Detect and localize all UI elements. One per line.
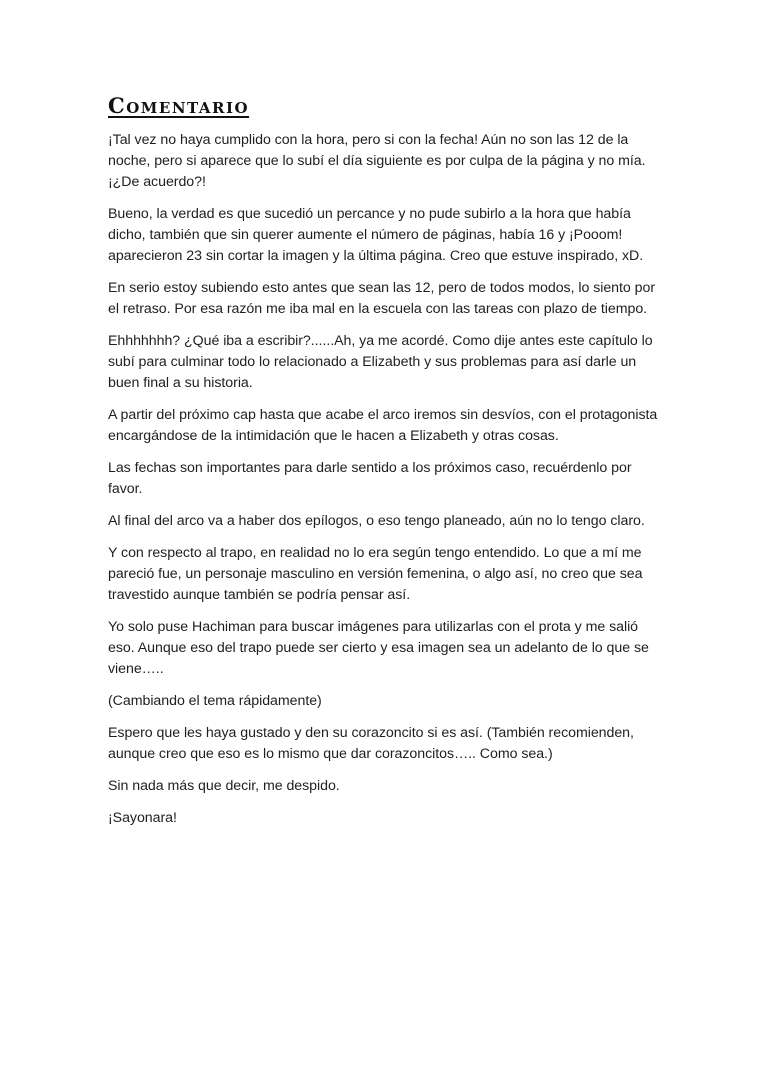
paragraph-13: ¡Sayonara! xyxy=(108,810,177,826)
page-title: Comentario xyxy=(108,93,250,118)
paragraph-3: En serio estoy subiendo esto antes que sean las 12, pero de todos modos, lo siento por el retraso. Por esa razón me iba mal en la escuela con las tareas con plazo de tiempo. xyxy=(108,280,656,317)
paragraph-11: Espero que les haya gustado y den su corazoncito si es así. (También recomienden, aunque creo que eso es lo mismo que dar corazoncitos….. Como sea.) xyxy=(108,725,634,762)
paragraph-12: Sin nada más que decir, me despido. xyxy=(108,778,340,794)
paragraph-2: Bueno, la verdad es que sucedió un percance y no pude subirlo a la hora que había dicho, también que sin querer aumente el número de páginas, había 16 y ¡Pooom! aparecieron 23 sin cortar la imagen y la última página. Creo que estuve inspirado, xD. xyxy=(108,206,644,264)
document-body xyxy=(108,92,660,840)
paragraph-7: Al final del arco va a haber dos epílogos, o eso tengo planeado, aún no lo tengo claro. xyxy=(108,513,645,529)
paragraph-5: A partir del próximo cap hasta que acabe el arco iremos sin desvíos, con el protagonista encargándose de la intimidación que le hacen a Elizabeth y otras cosas. xyxy=(108,407,658,444)
paragraph-9: Yo solo puse Hachiman para buscar imágenes para utilizarlas con el prota y me salió eso. Aunque eso del trapo puede ser cierto y esa imagen sea un adelanto de lo que se viene….. xyxy=(108,619,649,677)
paragraph-4: Ehhhhhhh? ¿Qué iba a escribir?......Ah, ya me acordé. Como dije antes este capítulo lo subí para culminar todo lo relacionado a Elizabeth y sus problemas para así darle un buen final a su historia. xyxy=(108,333,653,391)
paragraph-1: ¡Tal vez no haya cumplido con la hora, pero si con la fecha! Aún no son las 12 de la noche, pero si aparece que lo subí el día siguiente es por culpa de la página y no mía. ¡¿De acuerdo?! xyxy=(108,132,646,190)
paragraph-10: (Cambiando el tema rápidamente) xyxy=(108,693,322,709)
paragraph-6: Las fechas son importantes para darle sentido a los próximos caso, recuérdenlo por favor. xyxy=(108,460,632,497)
paragraph-8: Y con respecto al trapo, en realidad no lo era según tengo entendido. Lo que a mí me pareció fue, un personaje masculino en versión femenina, o algo así, no creo que sea travestido aunque también se podría pensar así. xyxy=(108,545,643,603)
